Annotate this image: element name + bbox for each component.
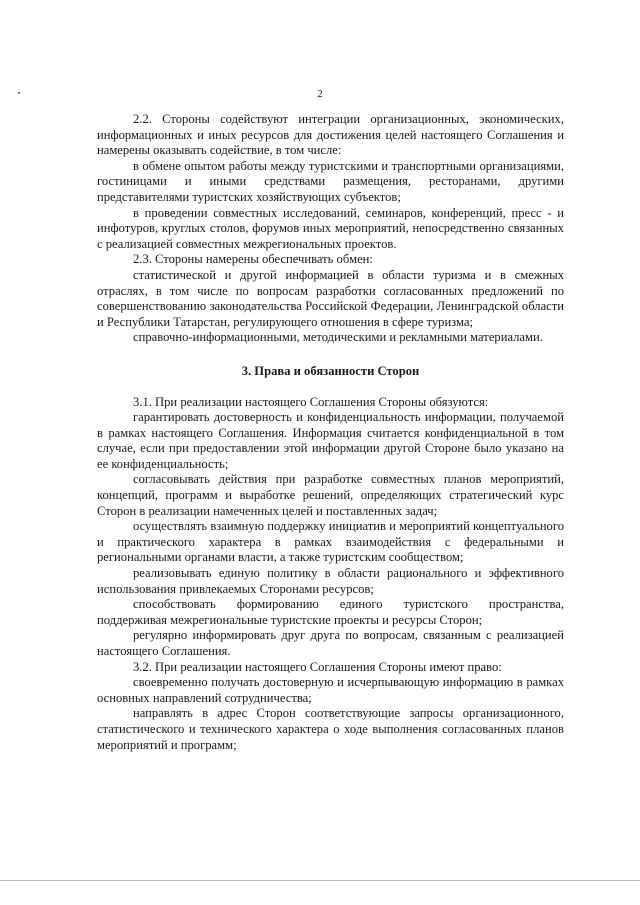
paragraph-2-3: 2.3. Стороны намерены обеспечивать обмен: [133, 252, 373, 267]
paragraph: способствовать формированию единого туристского пространства, поддерживая межрегиональные туристские проекты и ресурсы Сторон; [97, 597, 564, 627]
scan-speck [18, 92, 20, 94]
paragraph: справочно-информационными, методическими и рекламными материалами. [133, 330, 543, 345]
paragraph: согласовывать действия при разработке совместных планов мероприятий, концепций, программ и выработке решений, определяющих стратегический курс Сторон в реализации намеченных целей и поставленных задач; [97, 472, 564, 518]
paragraph: регулярно информировать друг друга по вопросам, связанным с реализацией настоящего Соглашения. [97, 628, 564, 658]
paragraph: в проведении совместных исследований, семинаров, конференций, пресс - и инфотуров, круглых столов, форумов иных мероприятий, непосредственно связанных с реализацией совместных межрегиональных проектов. [97, 205, 564, 251]
section-heading: 3. Права и обязанности Сторон [241, 363, 420, 378]
page-number: 2 [317, 88, 323, 100]
paragraph-2-2: 2.2. Стороны содействуют интеграции организационных, экономических, информационных и иных ресурсов для достижения целей настоящего Соглашения и намерены оказывать содействие, в том числе: [97, 112, 564, 158]
paragraph: осуществлять взаимную поддержку инициатив и мероприятий концептуального и практического характера в рамках взаимодействия с федеральными и региональными органами власти, а также туристским сообществом; [97, 519, 564, 565]
paragraph: своевременно получать достоверную и исчерпывающую информацию в рамках основных направлений сотрудничества; [97, 675, 564, 705]
scan-edge-line [0, 880, 640, 881]
paragraph: в обмене опытом работы между туристскими и транспортными организациями, гостиницами и иными средствами размещения, ресторанами, другими представителями туристских хозяйствующих субъектов; [97, 158, 564, 204]
paragraph-3-2: 3.2. При реализации настоящего Соглашения Стороны имеют право: [133, 659, 502, 674]
document-body [97, 112, 564, 753]
paragraph-3-1: 3.1. При реализации настоящего Соглашения Стороны обязуются: [133, 394, 489, 409]
paragraph: гарантировать достоверность и конфиденциальность информации, получаемой в рамках настоящего Соглашения. Информация считается конфиденциальной в том случае, если при предоставлении этой информации другой Стороне было указано на ее конфиденциальность; [97, 410, 564, 471]
paragraph: реализовывать единую политику в области рационального и эффективного использования привлекаемых Сторонами ресурсов; [97, 566, 564, 596]
paragraph: статистической и другой информацией в области туризма и в смежных отраслях, в том числе по вопросам разработки согласованных предложений по совершенствованию законодательства Российской Федерации, Ленинградской области и Республики Татарстан, регулирующего отношения в сфере туризма; [97, 267, 564, 329]
paragraph: направлять в адрес Сторон соответствующие запросы организационного, статистического и технического характера о ходе выполнения согласованных планов мероприятий и программ; [97, 706, 564, 752]
